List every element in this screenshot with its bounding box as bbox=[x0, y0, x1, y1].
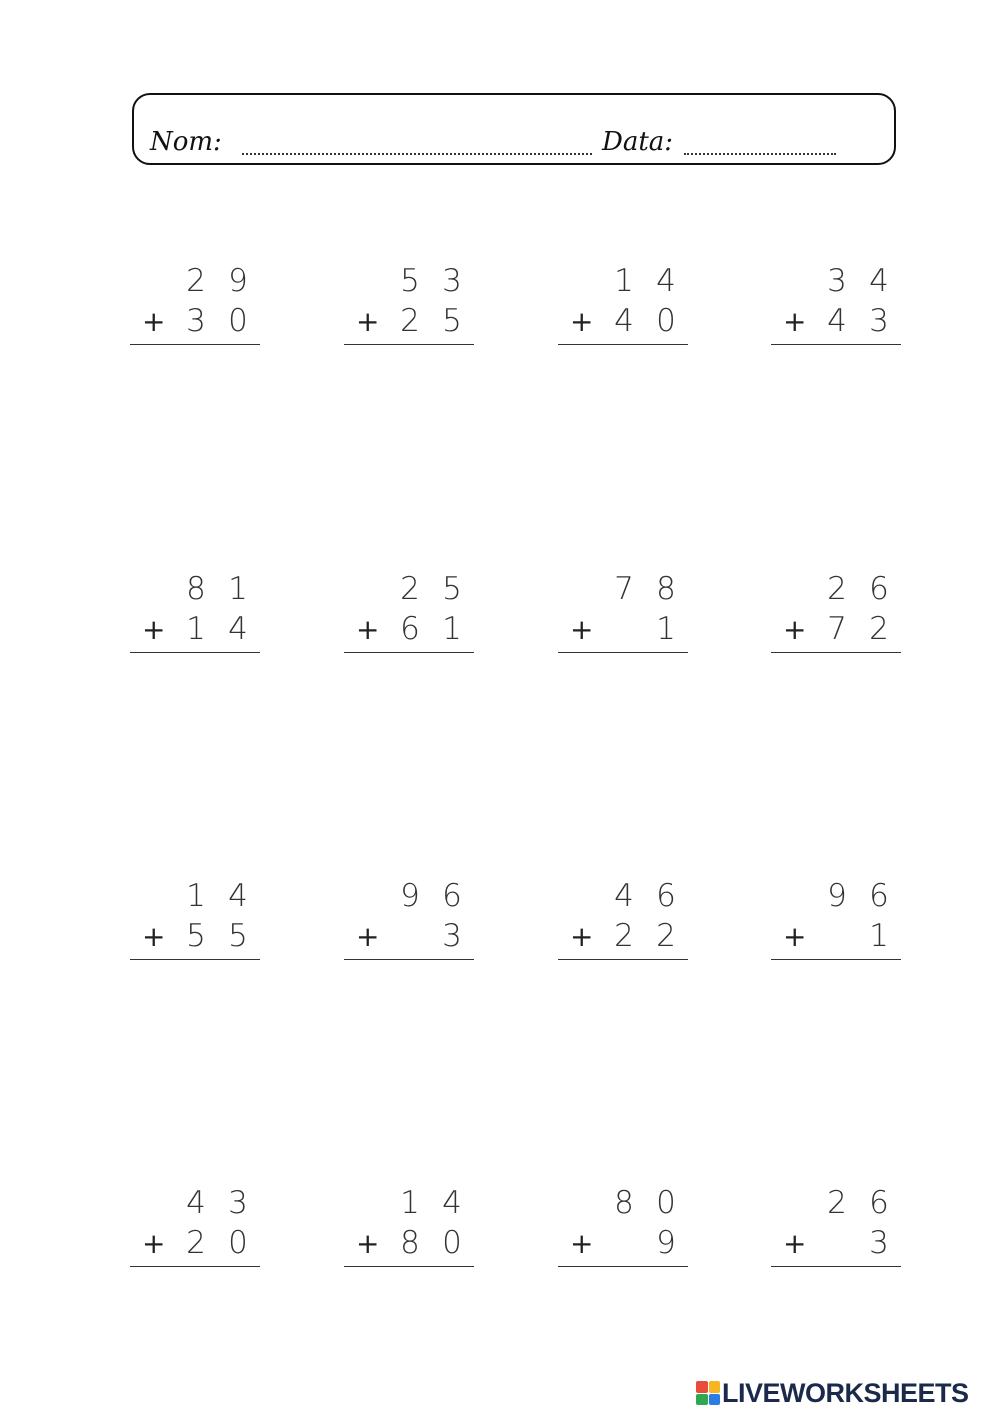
plus-sign: + bbox=[783, 920, 807, 953]
bottom-tens-digit: 8 bbox=[400, 1225, 420, 1261]
top-tens-digit: 1 bbox=[614, 263, 634, 299]
bottom-tens-digit: 1 bbox=[186, 611, 206, 647]
sum-line bbox=[558, 1266, 688, 1267]
sum-line bbox=[771, 652, 901, 653]
logo-square bbox=[696, 1381, 708, 1393]
name-field[interactable] bbox=[242, 153, 592, 155]
bottom-ones-digit: 1 bbox=[869, 918, 889, 954]
sum-line bbox=[558, 344, 688, 345]
top-tens-digit: 4 bbox=[614, 878, 634, 914]
logo-square bbox=[709, 1394, 721, 1406]
top-ones-digit: 6 bbox=[869, 1185, 889, 1221]
bottom-ones-digit: 9 bbox=[656, 1225, 676, 1261]
addition-problem bbox=[130, 878, 260, 971]
sum-line bbox=[558, 959, 688, 960]
sum-line bbox=[130, 344, 260, 345]
plus-sign: + bbox=[142, 920, 166, 953]
bottom-ones-digit: 3 bbox=[869, 1225, 889, 1261]
bottom-tens-digit: 2 bbox=[614, 918, 634, 954]
date-label: Data: bbox=[602, 127, 674, 157]
top-ones-digit: 6 bbox=[869, 878, 889, 914]
sum-line bbox=[130, 652, 260, 653]
bottom-ones-digit: 0 bbox=[442, 1225, 462, 1261]
sum-line bbox=[771, 1266, 901, 1267]
addition-problem bbox=[771, 1185, 901, 1278]
sum-line bbox=[344, 959, 474, 960]
bottom-tens-digit: 4 bbox=[614, 303, 634, 339]
bottom-tens-digit: 6 bbox=[400, 611, 420, 647]
addition-problem bbox=[130, 1185, 260, 1278]
sum-line bbox=[344, 1266, 474, 1267]
addition-problem bbox=[344, 571, 474, 664]
sum-line bbox=[344, 344, 474, 345]
top-ones-digit: 4 bbox=[869, 263, 889, 299]
top-tens-digit: 9 bbox=[400, 878, 420, 914]
top-tens-digit: 7 bbox=[614, 571, 634, 607]
top-ones-digit: 4 bbox=[656, 263, 676, 299]
top-tens-digit: 1 bbox=[186, 878, 206, 914]
top-tens-digit: 2 bbox=[400, 571, 420, 607]
plus-sign: + bbox=[356, 920, 380, 953]
bottom-ones-digit: 1 bbox=[656, 611, 676, 647]
bottom-tens-digit: 4 bbox=[827, 303, 847, 339]
top-tens-digit: 4 bbox=[186, 1185, 206, 1221]
addition-problem bbox=[344, 878, 474, 971]
date-field[interactable] bbox=[684, 153, 836, 155]
bottom-ones-digit: 5 bbox=[228, 918, 248, 954]
plus-sign: + bbox=[142, 1227, 166, 1260]
bottom-tens-digit: 2 bbox=[186, 1225, 206, 1261]
plus-sign: + bbox=[783, 305, 807, 338]
addition-problem bbox=[771, 571, 901, 664]
plus-sign: + bbox=[142, 613, 166, 646]
addition-problem bbox=[558, 1185, 688, 1278]
brand-text: LIVEWORKSHEETS bbox=[722, 1377, 969, 1408]
top-ones-digit: 6 bbox=[442, 878, 462, 914]
logo-square bbox=[709, 1381, 721, 1393]
top-tens-digit: 3 bbox=[827, 263, 847, 299]
plus-sign: + bbox=[356, 1227, 380, 1260]
top-ones-digit: 3 bbox=[442, 263, 462, 299]
plus-sign: + bbox=[570, 305, 594, 338]
bottom-ones-digit: 3 bbox=[869, 303, 889, 339]
top-tens-digit: 9 bbox=[827, 878, 847, 914]
sum-line bbox=[130, 959, 260, 960]
name-label: Nom: bbox=[150, 127, 222, 157]
addition-problem bbox=[130, 263, 260, 356]
bottom-tens-digit: 7 bbox=[827, 611, 847, 647]
plus-sign: + bbox=[783, 1227, 807, 1260]
bottom-tens-digit: 5 bbox=[186, 918, 206, 954]
top-ones-digit: 9 bbox=[228, 263, 248, 299]
bottom-ones-digit: 2 bbox=[656, 918, 676, 954]
logo-square bbox=[696, 1394, 708, 1406]
top-tens-digit: 2 bbox=[186, 263, 206, 299]
addition-problem bbox=[344, 263, 474, 356]
bottom-ones-digit: 4 bbox=[228, 611, 248, 647]
sum-line bbox=[771, 344, 901, 345]
liveworksheets-brand bbox=[696, 1378, 969, 1408]
addition-problem bbox=[558, 263, 688, 356]
student-info-box bbox=[132, 93, 896, 165]
sum-line bbox=[130, 1266, 260, 1267]
liveworksheets-logo-icon bbox=[696, 1381, 720, 1405]
top-ones-digit: 5 bbox=[442, 571, 462, 607]
plus-sign: + bbox=[142, 305, 166, 338]
plus-sign: + bbox=[356, 613, 380, 646]
top-ones-digit: 8 bbox=[656, 571, 676, 607]
bottom-ones-digit: 1 bbox=[442, 611, 462, 647]
addition-problem bbox=[344, 1185, 474, 1278]
bottom-ones-digit: 3 bbox=[442, 918, 462, 954]
top-ones-digit: 6 bbox=[869, 571, 889, 607]
bottom-ones-digit: 5 bbox=[442, 303, 462, 339]
sum-line bbox=[771, 959, 901, 960]
bottom-ones-digit: 0 bbox=[656, 303, 676, 339]
top-tens-digit: 8 bbox=[186, 571, 206, 607]
plus-sign: + bbox=[570, 920, 594, 953]
plus-sign: + bbox=[570, 613, 594, 646]
plus-sign: + bbox=[783, 613, 807, 646]
addition-problem bbox=[771, 878, 901, 971]
top-tens-digit: 1 bbox=[400, 1185, 420, 1221]
top-tens-digit: 8 bbox=[614, 1185, 634, 1221]
addition-problem bbox=[558, 571, 688, 664]
top-ones-digit: 4 bbox=[228, 878, 248, 914]
bottom-tens-digit: 2 bbox=[400, 303, 420, 339]
top-ones-digit: 1 bbox=[228, 571, 248, 607]
bottom-ones-digit: 0 bbox=[228, 303, 248, 339]
bottom-ones-digit: 0 bbox=[228, 1225, 248, 1261]
top-ones-digit: 6 bbox=[656, 878, 676, 914]
top-tens-digit: 2 bbox=[827, 1185, 847, 1221]
addition-problem bbox=[558, 878, 688, 971]
sum-line bbox=[558, 652, 688, 653]
top-tens-digit: 5 bbox=[400, 263, 420, 299]
addition-problem bbox=[771, 263, 901, 356]
bottom-tens-digit: 3 bbox=[186, 303, 206, 339]
bottom-ones-digit: 2 bbox=[869, 611, 889, 647]
sum-line bbox=[344, 652, 474, 653]
top-ones-digit: 3 bbox=[228, 1185, 248, 1221]
top-ones-digit: 0 bbox=[656, 1185, 676, 1221]
plus-sign: + bbox=[570, 1227, 594, 1260]
top-tens-digit: 2 bbox=[827, 571, 847, 607]
plus-sign: + bbox=[356, 305, 380, 338]
top-ones-digit: 4 bbox=[442, 1185, 462, 1221]
addition-problem bbox=[130, 571, 260, 664]
